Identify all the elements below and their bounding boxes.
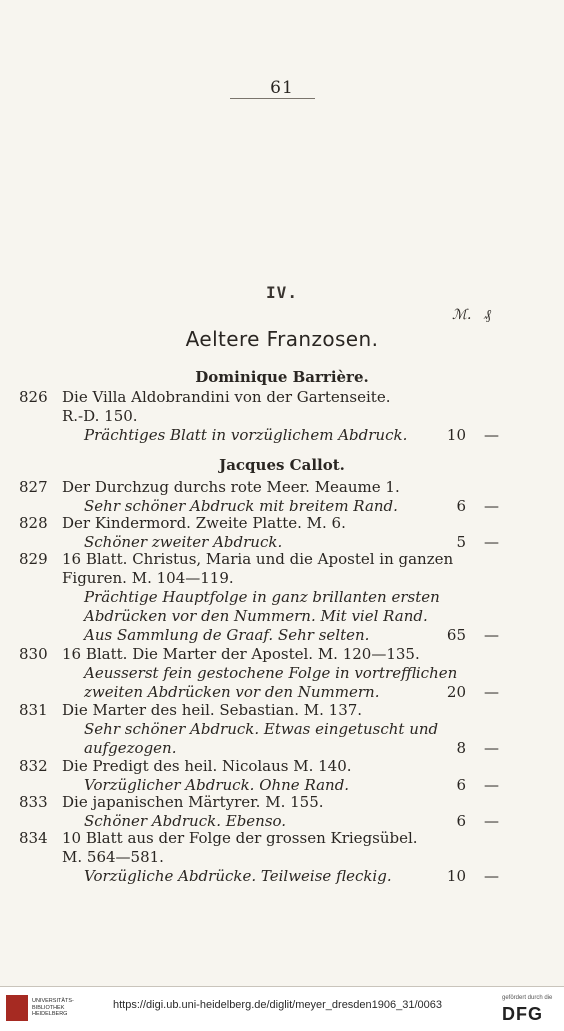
source-url-link[interactable]: https://digi.ub.uni-heidelberg.de/diglit/meyer_dresden1906_31/0063 (113, 999, 443, 1011)
entry-note: Schöner Abdruck. Ebenso. (84, 812, 287, 830)
entry-note: Schöner zweiter Abdruck. (84, 533, 283, 551)
entry-note: Sehr schöner Abdruck mit breitem Rand. (84, 497, 398, 515)
entry-note: Abdrücken vor den Nummern. Mit viel Rand. (84, 607, 428, 625)
currency-mark-heading: ℳ. (452, 307, 472, 323)
entry-number: 828 (19, 514, 48, 532)
currency-sub-heading: ₰ (484, 307, 491, 323)
entry-text: 10 Blatt aus der Folge der grossen Kriegsübel. (62, 829, 418, 847)
entry-text: M. 564—581. (62, 848, 164, 866)
page-number: 61 (270, 78, 294, 98)
entry-number: 829 (19, 550, 48, 568)
footer-bar (0, 987, 564, 1031)
entry-number: 826 (19, 388, 48, 406)
entry-text: Der Kindermord. Zweite Platte. M. 6. (62, 514, 346, 532)
entry-text: Figuren. M. 104—119. (62, 569, 234, 587)
entry-number: 827 (19, 478, 48, 496)
entry-text: Der Durchzug durchs rote Meer. Meaume 1. (62, 478, 400, 496)
entry-number: 831 (19, 701, 48, 719)
entry-dash: — (484, 533, 499, 551)
entry-text: Die Predigt des heil. Nicolaus M. 140. (62, 757, 352, 775)
entry-note: Aeusserst fein gestochene Folge in vortrefflichen (84, 664, 458, 682)
entry-dash: — (484, 739, 499, 757)
artist-heading: Dominique Barrière. (195, 368, 369, 386)
entry-price: 65 (446, 626, 466, 644)
entry-price: 5 (456, 533, 466, 551)
entry-dash: — (484, 776, 499, 794)
entry-dash: — (484, 867, 499, 885)
entry-dash: — (484, 426, 499, 444)
entry-number: 832 (19, 757, 48, 775)
entry-number: 830 (19, 645, 48, 663)
entry-text: R.-D. 150. (62, 407, 138, 425)
entry-number: 834 (19, 829, 48, 847)
entry-price: 8 (456, 739, 466, 757)
entry-note: Vorzügliche Abdrücke. Teilweise fleckig. (84, 867, 392, 885)
library-logo-text: UNIVERSITÄTS- BIBLIOTHEK HEIDELBERG (32, 998, 74, 1017)
header-rule (230, 98, 315, 99)
entry-note: Sehr schöner Abdruck. Etwas eingetuscht und (84, 720, 439, 738)
entry-note: Aus Sammlung de Graaf. Sehr selten. (84, 626, 370, 644)
entry-price: 10 (446, 867, 466, 885)
entry-dash: — (484, 812, 499, 830)
entry-dash: — (484, 626, 499, 644)
entry-note: Prächtiges Blatt in vorzüglichem Abdruck. (84, 426, 408, 444)
section-title: Aeltere Franzosen. (185, 327, 379, 351)
entry-number: 833 (19, 793, 48, 811)
dfg-caption: gefördert durch die (502, 995, 553, 1001)
entry-text: 16 Blatt. Christus, Maria und die Apostel in ganzen (62, 550, 454, 568)
entry-note: Prächtige Hauptfolge in ganz brillanten ersten (84, 588, 440, 606)
entry-note: Vorzüglicher Abdruck. Ohne Rand. (84, 776, 350, 794)
section-roman-numeral: IV. (266, 283, 298, 302)
entry-text: Die japanischen Märtyrer. M. 155. (62, 793, 324, 811)
entry-price: 6 (456, 812, 466, 830)
entry-price: 20 (446, 683, 466, 701)
entry-text: 16 Blatt. Die Marter der Apostel. M. 120—135. (62, 645, 420, 663)
dfg-logo: DFG (502, 1004, 543, 1024)
entry-dash: — (484, 497, 499, 515)
library-logo-icon (6, 995, 28, 1021)
entry-note: zweiten Abdrücken vor den Nummern. (84, 683, 380, 701)
entry-dash: — (484, 683, 499, 701)
entry-price: 6 (456, 497, 466, 515)
entry-price: 10 (446, 426, 466, 444)
entry-price: 6 (456, 776, 466, 794)
entry-text: Die Marter des heil. Sebastian. M. 137. (62, 701, 363, 719)
entry-text: Die Villa Aldobrandini von der Gartenseite. (62, 388, 391, 406)
entry-note: aufgezogen. (84, 739, 177, 757)
artist-heading: Jacques Callot. (219, 456, 345, 474)
